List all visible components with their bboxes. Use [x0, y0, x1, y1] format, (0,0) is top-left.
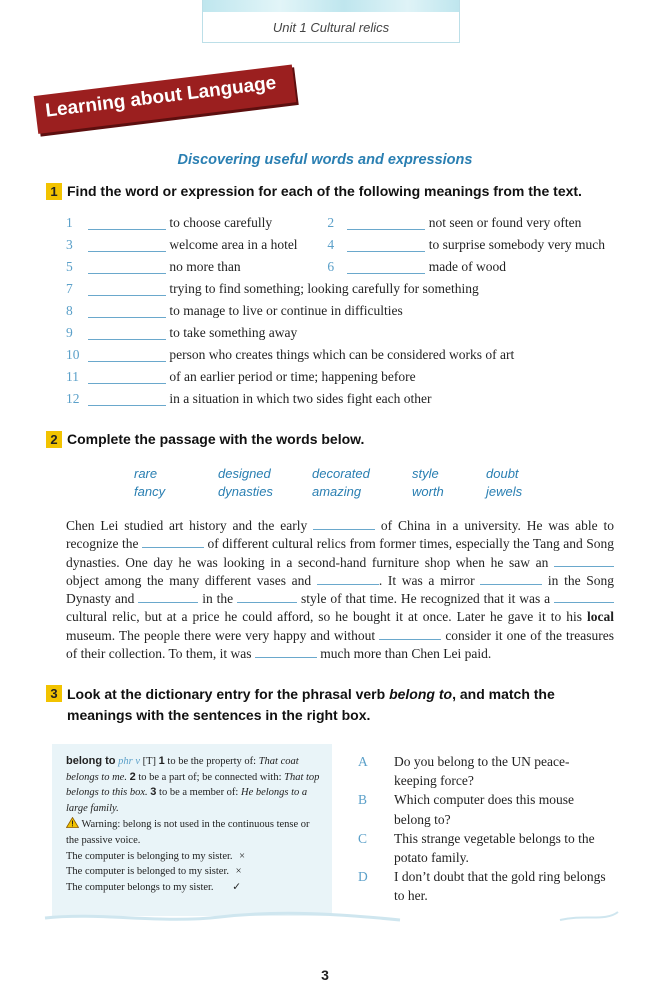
page-number: 3 — [321, 967, 329, 983]
passage-text: consider it one of the treasures of their collection. To them, it was — [66, 627, 615, 662]
passage-text: . It was a mirror — [378, 572, 475, 588]
usage-sentence: The computer belongs to my sister. — [66, 881, 214, 893]
word-bank-item: decorated — [312, 466, 370, 481]
list-row — [66, 323, 626, 343]
dict-usage-example — [66, 864, 322, 880]
banner-title: Learning about Language — [44, 72, 278, 122]
item-number: 4 — [327, 237, 335, 252]
warning-icon — [66, 817, 79, 828]
item-meaning: of an earlier period or time; happening before — [169, 369, 416, 384]
item-number: 11 — [66, 369, 79, 384]
exercise-2-instruction: Complete the passage with the words below. — [67, 431, 365, 447]
item-number: 1 — [66, 215, 73, 230]
option-letter: C — [358, 830, 368, 846]
option-item — [358, 867, 611, 905]
passage-text: museum. The people there were very happy and without — [66, 627, 376, 643]
dict-sense: to be a member of: — [159, 787, 239, 799]
exercise-2-number: 2 — [46, 431, 62, 448]
answer-blank[interactable] — [88, 283, 166, 296]
dict-warning — [66, 817, 322, 848]
warning-text: Warning: belong is not used in the continuous tense or the passive voice. — [66, 819, 310, 846]
word-bank-item: jewels — [486, 484, 523, 499]
option-letter: D — [358, 869, 368, 885]
dict-example: He belongs to a large family. — [66, 787, 308, 814]
option-text: Do you belong to the UN peace-keeping force? — [394, 754, 570, 789]
dict-tag: [T] — [142, 756, 157, 767]
wrong-mark-icon: × — [239, 850, 246, 862]
answer-blank[interactable] — [88, 305, 166, 318]
item-meaning: to manage to live or continue in difficulties — [169, 303, 403, 318]
dict-usage-example — [66, 880, 322, 896]
dict-pos: phr v — [118, 756, 140, 767]
exercise-1-list — [66, 213, 626, 409]
word-bank-item: worth — [412, 484, 444, 499]
item-meaning: to take something away — [169, 325, 298, 340]
passage-text: cultural relic, but at a price he could afford, so he bought it at once. Later he gave it to his — [66, 609, 582, 625]
list-row — [66, 279, 626, 299]
usage-sentence: The computer is belonged to my sister. — [66, 866, 230, 878]
dict-headword: belong to — [66, 755, 116, 767]
section-banner — [34, 64, 297, 133]
instruction-text: , and match the meanings with the sentences in the right box. — [67, 686, 555, 723]
dict-sense: to be the property of: — [167, 756, 257, 767]
item-number: 10 — [66, 347, 80, 362]
answer-blank[interactable] — [347, 217, 425, 230]
option-letter: B — [358, 792, 368, 808]
dictionary-entry-box — [52, 744, 332, 916]
exercise-1-instruction: Find the word or expression for each of the following meanings from the text. — [67, 183, 582, 199]
passage-text: of different cultural relics from former times, especially the Tang and Song dynasties. One day he was looking in a second-hand furniture shop when he saw an — [66, 536, 614, 570]
passage-text: Chen Lei studied art history and the early — [66, 518, 308, 533]
word-bank-item: fancy — [134, 484, 166, 499]
item-meaning: to choose carefully — [169, 215, 273, 230]
passage-blank[interactable] — [237, 590, 297, 603]
dict-example: That top belongs to this box. — [66, 771, 320, 799]
header-decoration — [203, 0, 459, 12]
option-text: I don’t doubt that the gold ring belongs to her. — [394, 869, 606, 904]
exercise-3-number: 3 — [46, 685, 62, 702]
passage-blank[interactable] — [313, 517, 375, 530]
answer-blank[interactable] — [88, 261, 166, 274]
item-meaning: made of wood — [428, 259, 506, 274]
passage-blank[interactable] — [142, 535, 204, 548]
dict-sense: to be a part of; be connected with: — [138, 771, 282, 783]
instruction-phrase: belong to — [389, 686, 453, 702]
passage-text: of China in a university. He was able to recognize the — [66, 518, 614, 552]
check-mark-icon: ✓ — [232, 881, 241, 893]
item-meaning: to surprise somebody very much — [428, 237, 605, 252]
item-number: 2 — [327, 215, 335, 230]
answer-blank[interactable] — [347, 239, 425, 252]
passage-blank[interactable] — [379, 627, 441, 640]
answer-blank[interactable] — [347, 261, 425, 274]
passage-blank[interactable] — [554, 554, 614, 567]
option-text: This strange vegetable belongs to the potato family. — [394, 830, 595, 866]
dict-example: That coat belongs to me. — [66, 756, 299, 783]
item-number: 7 — [66, 281, 73, 296]
answer-blank[interactable] — [88, 327, 166, 340]
word-bank-item: style — [412, 466, 439, 481]
passage-text: in the Song Dynasty and — [66, 572, 614, 607]
passage-text: in the — [202, 591, 234, 607]
answer-blank[interactable] — [88, 349, 166, 362]
passage-text: much more than Chen Lei paid. — [320, 646, 492, 662]
list-row — [66, 367, 626, 387]
header-strip — [202, 0, 460, 43]
item-meaning: in a situation in which two sides fight each other — [169, 391, 432, 406]
option-letter: A — [358, 754, 368, 769]
passage-blank[interactable] — [138, 590, 198, 603]
instruction-text: Look at the dictionary entry for the phrasal verb — [67, 686, 390, 702]
dict-sense-number: 2 — [129, 770, 136, 783]
option-item — [358, 790, 611, 828]
passage — [66, 517, 614, 663]
dictionary-entry — [66, 754, 322, 895]
answer-blank[interactable] — [88, 217, 166, 230]
word-bank — [134, 466, 522, 502]
passage-blank[interactable] — [255, 645, 317, 658]
dict-usage-example — [66, 849, 322, 865]
section-subtitle: Discovering useful words and expressions — [177, 152, 473, 168]
list-row — [66, 345, 626, 365]
item-meaning: no more than — [169, 259, 241, 274]
option-text: Which computer does this mouse belong to? — [394, 792, 574, 827]
usage-sentence: The computer is belonging to my sister. — [66, 850, 233, 862]
item-number: 8 — [66, 303, 73, 318]
item-number: 5 — [66, 259, 73, 274]
passage-blank[interactable] — [480, 572, 542, 585]
list-row — [66, 301, 626, 321]
word-bank-item: dynasties — [218, 484, 273, 499]
word-bank-item: designed — [218, 466, 271, 481]
word-bank-item: rare — [134, 466, 158, 481]
dict-sense-number: 1 — [158, 755, 165, 767]
dict-sense-number: 3 — [150, 786, 157, 799]
passage-bold-word: local — [587, 609, 614, 625]
word-bank-item: doubt — [486, 466, 519, 481]
passage-text: object among the many different vases and — [66, 572, 312, 588]
exercise-1-number: 1 — [46, 183, 62, 200]
list-row — [66, 235, 626, 255]
answer-blank[interactable] — [88, 371, 166, 384]
item-meaning: person who creates things which can be considered works of art — [169, 347, 515, 362]
item-number: 6 — [327, 259, 335, 274]
list-row — [66, 213, 626, 233]
item-number: 3 — [66, 237, 73, 252]
list-row — [66, 257, 626, 277]
passage-blank[interactable] — [317, 572, 379, 585]
answer-blank[interactable] — [88, 393, 166, 406]
item-meaning: welcome area in a hotel — [169, 237, 298, 252]
option-item — [358, 752, 611, 790]
wrong-mark-icon: × — [235, 866, 242, 878]
sentence-options — [358, 752, 611, 906]
list-row — [66, 389, 626, 409]
item-meaning: not seen or found very often — [428, 215, 582, 230]
answer-blank[interactable] — [88, 239, 166, 252]
item-number: 9 — [66, 325, 73, 340]
word-bank-item: amazing — [312, 484, 362, 499]
passage-text: style of that time. He recognized that it was a — [300, 591, 551, 607]
unit-title: Unit 1 Cultural relics — [272, 20, 390, 35]
exercise-3-instruction — [67, 684, 623, 726]
option-item — [358, 829, 611, 867]
item-meaning: trying to find something; looking carefully for something — [169, 281, 479, 296]
item-number: 12 — [66, 391, 80, 406]
decorative-wave — [40, 906, 620, 928]
passage-blank[interactable] — [554, 590, 614, 603]
